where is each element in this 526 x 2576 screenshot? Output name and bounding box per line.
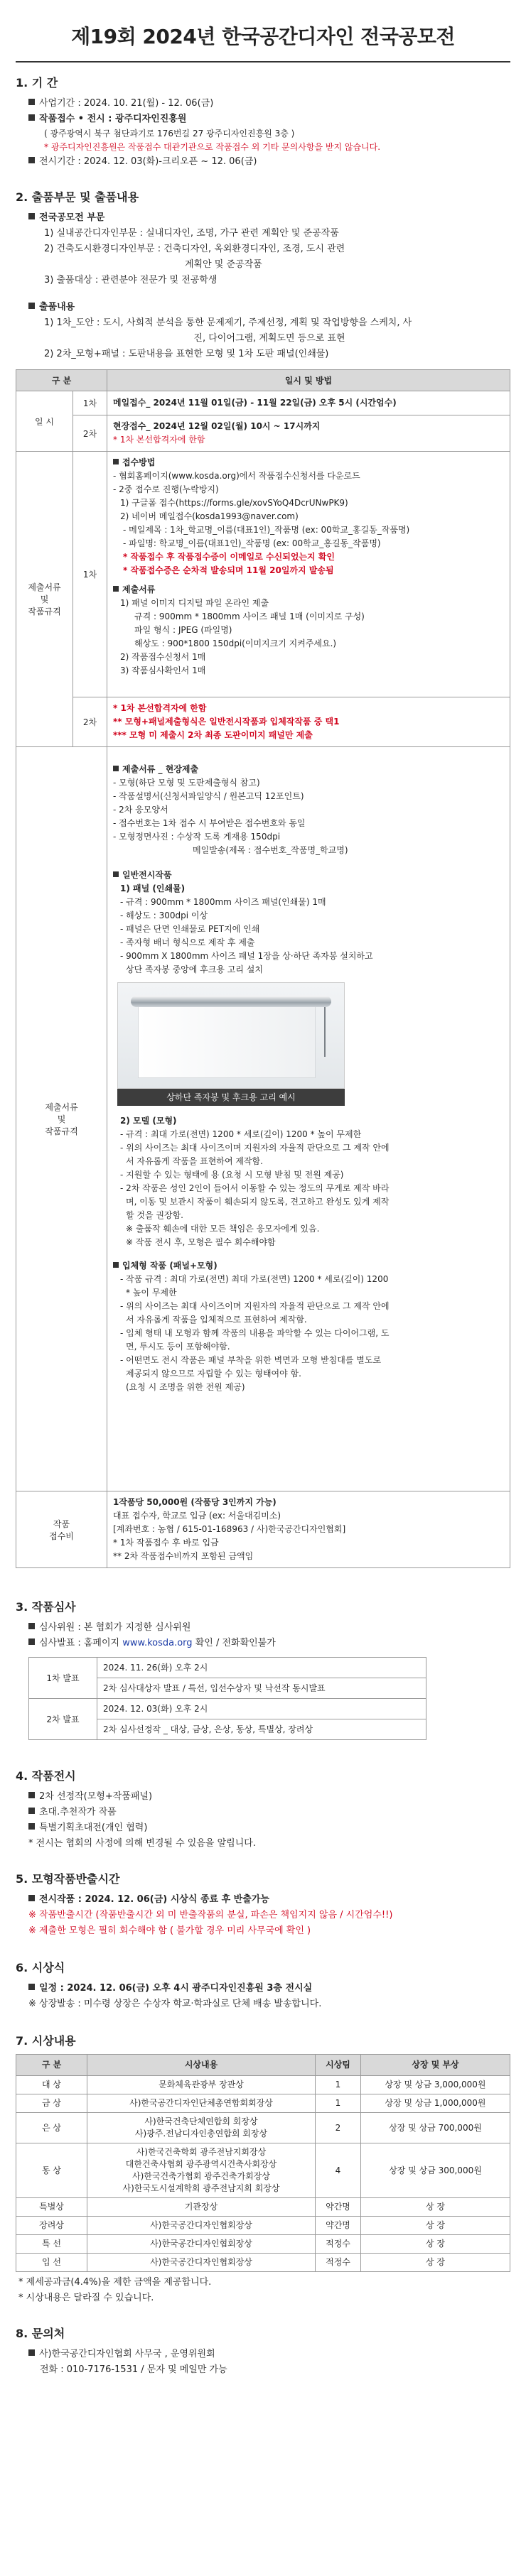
contact-line1 xyxy=(16,2347,510,2362)
award-category: 특별상 xyxy=(16,2198,87,2217)
section-ceremony-heading: 6. 시상식 xyxy=(16,1961,65,1974)
award-content: 사)한국공간디자인협회장상 xyxy=(87,2217,316,2235)
award-category: 장려상 xyxy=(16,2217,87,2235)
award-category: 대 상 xyxy=(16,2076,87,2094)
bullet-square-icon xyxy=(28,1984,35,1990)
period-address: ( 광주광역시 북구 첨단과기로 176번길 27 광주디자인진흥원 3층 ) xyxy=(44,129,295,138)
round2-note: ** 모형+패널제출형식은 일반전시작품과 입체작작품 중 택1 xyxy=(113,717,340,727)
award-teams: 적정수 xyxy=(316,2235,361,2254)
bullet-square-icon xyxy=(113,459,119,464)
homepage-link[interactable]: www.kosda.org xyxy=(122,1638,193,1648)
award-prize: 상장 및 상금 300,000원 xyxy=(361,2143,510,2198)
schedule-cat-docs-2 xyxy=(16,747,107,1491)
award-teams: 4 xyxy=(316,2143,361,2198)
round2-line: - 작품설명서(신청서파일양식 / 원본고딕 12포인트) xyxy=(113,791,304,801)
judging-line1-text: 심사위원 : 본 협회가 지정한 심사위원 xyxy=(39,1622,191,1633)
round1-details xyxy=(107,452,510,697)
awards-row xyxy=(16,2113,510,2143)
solid-line: * 높이 무제한 xyxy=(126,1288,177,1298)
announce-date-1: 2024. 11. 26(화) 오후 2시 xyxy=(97,1658,426,1678)
solid-line: - 위의 사이즈는 최대 사이즈이며 지원자의 자율적 판단으로 그 제작 안에 xyxy=(120,1301,390,1311)
award-teams: 1 xyxy=(316,2094,361,2113)
ceremony-line1 xyxy=(16,1981,510,1996)
pickup-line1 xyxy=(16,1892,510,1908)
schedule-cat-fee xyxy=(16,1491,107,1568)
exhibit-line3 xyxy=(16,1820,510,1836)
exhibit-line2 xyxy=(16,1805,510,1820)
fee-line: 1작품당 50,000원 (작품당 3인까지 가능) xyxy=(113,1497,277,1507)
model-line: ※ 작품 전시 후, 모형은 필수 회수해야함 xyxy=(126,1237,276,1247)
schedule-phase-1b: 1차 xyxy=(73,452,107,697)
round1-line: 해상도 : 900*1800 150dpi(이미지크기 지켜주세요.) xyxy=(134,638,337,648)
announce-desc-1: 2차 심사대상자 발표 / 특선, 입선수상자 및 낙선작 동시발표 xyxy=(97,1678,426,1699)
bullet-square-icon xyxy=(28,1808,35,1814)
solid-line: 면, 투시도 등이 포함해야함. xyxy=(126,1342,230,1352)
period-notice: * 광주디자인진흥원은 작품접수 대관기관으로 작품접수 외 기타 문의사항을 받지 않습니다. xyxy=(44,142,381,152)
solid-line: - 입체 형태 내 모형과 함께 작품의 내용을 파악할 수 있는 다이어그램, 도 xyxy=(120,1328,390,1338)
solid-line: - 작품 규격 : 최대 가로(전면) 최대 가로(전면) 1200 * 세로(깊이) 1200 xyxy=(120,1274,389,1284)
round1-line: 3) 작품심사확인서 1매 xyxy=(120,665,206,675)
pickup-warn1: ※ 작품반출시간 (작품반출시간 외 미 반출작품의 분실, 파손은 책임지지 않음 / 시간엄수!!) xyxy=(28,1910,393,1920)
announce-desc-2: 2차 심사선정작 _ 대상, 금상, 은상, 동상, 특별상, 장려상 xyxy=(97,1719,426,1740)
award-prize: 상 장 xyxy=(361,2235,510,2254)
award-teams: 1 xyxy=(316,2076,361,2094)
section-exhibit-heading: 4. 작품전시 xyxy=(16,1769,76,1783)
category-e2: 2) 2차_모형+패널 : 도판내용을 표현한 모형 및 1차 도판 패널(인쇄물) xyxy=(44,349,329,359)
award-teams: 약간명 xyxy=(316,2198,361,2217)
panel-line: - 해상도 : 300dpi 이상 xyxy=(120,911,208,920)
model-line: - 규격 : 최대 가로(전면) 1200 * 세로(깊이) 1200 * 높이 무제한 xyxy=(120,1129,362,1139)
bullet-square-icon xyxy=(28,213,35,219)
cat-docs-line2: 및 xyxy=(40,594,49,604)
award-teams: 2 xyxy=(316,2113,361,2143)
award-content: 사)한국건축단체연합회 회장상 사)광주.전남디자인총연합회 회장상 xyxy=(87,2113,316,2143)
banner-cord-icon xyxy=(324,1007,328,1057)
judging-line2-a: 심사발표 : 홈페이지 xyxy=(39,1638,123,1648)
bullet-square-icon xyxy=(28,99,35,105)
category-e1b: 진, 다이어그램, 계획도면 등으로 표현 xyxy=(193,333,345,344)
round2-notes xyxy=(107,697,510,747)
fee-line: ** 2차 작품접수비까지 포함된 금액임 xyxy=(113,1551,254,1561)
fee-details xyxy=(107,1491,510,1568)
section-awards-heading: 7. 시상내용 xyxy=(16,2034,76,2048)
award-category: 금 상 xyxy=(16,2094,87,2113)
announce-label-1: 1차 발표 xyxy=(29,1658,97,1699)
banner-example-caption: 상하단 족자봉 및 후크용 고리 예시 xyxy=(117,1089,345,1106)
contact-line1-text: 사)한국공간디자인협회 사무국 , 운영위원회 xyxy=(39,2349,215,2359)
round1-method-title: 접수방법 xyxy=(113,456,504,469)
banner-example xyxy=(117,982,345,1106)
ceremony-line2: ※ 상장발송 : 미수령 상장은 수상자 학교·학과실로 단체 배송 발송합니다. xyxy=(28,1999,322,2009)
exhibit-line2-text: 초대.추천작가 작품 xyxy=(39,1807,117,1817)
round1-warn: * 작품접수 후 작품접수증이 이메일로 수신되었는지 확인 xyxy=(123,552,335,562)
round2-line: - 모형(하단 모형 및 도판제출형식 참고) xyxy=(113,778,260,788)
model-line: - 2차 작품은 성인 2인이 들어서 이동할 수 있는 정도의 무게로 제작 바라 xyxy=(120,1183,390,1193)
announce-date-2: 2024. 12. 03(화) 오후 2시 xyxy=(97,1699,426,1719)
award-content: 문화체육관광부 장관상 xyxy=(87,2076,316,2094)
bullet-square-icon xyxy=(28,1623,35,1629)
award-prize: 상장 및 상금 3,000,000원 xyxy=(361,2076,510,2094)
schedule-header-method: 일시 및 방법 xyxy=(107,370,510,391)
exhibit-line1 xyxy=(16,1789,510,1805)
judging-line2-c: 확인 / 전화확인불가 xyxy=(192,1638,276,1648)
award-prize: 상 장 xyxy=(361,2198,510,2217)
award-teams: 약간명 xyxy=(316,2217,361,2235)
period-business xyxy=(16,96,510,112)
category-d1: 1) 실내공간디자인부문 : 실내디자인, 조명, 가구 관련 계획안 및 준공작품 xyxy=(44,228,339,239)
award-category: 은 상 xyxy=(16,2113,87,2143)
awards-row xyxy=(16,2235,510,2254)
fee-line: * 1차 작품접수 후 바로 입금 xyxy=(113,1538,219,1548)
cat-docs2-line2: 및 xyxy=(57,1114,66,1124)
period-exhibition-text: 전시기간 : 2024. 12. 03(화)-크리오픈 ~ 12. 06(금) xyxy=(39,156,257,167)
schedule-date-2-note: * 1차 본선합격자에 한함 xyxy=(113,435,205,445)
round2-line: - 2차 응모양서 xyxy=(113,805,168,815)
cat-docs-line3: 작품규격 xyxy=(28,607,61,616)
model-line: 서 자유롭게 작품을 표현하여 제작함. xyxy=(126,1156,263,1166)
schedule-cat-date: 일 시 xyxy=(16,391,73,452)
panel-line: - 규격 : 900mm * 1800mm 사이즈 패널(인쇄물) 1매 xyxy=(120,897,326,907)
round2-details xyxy=(107,747,510,1491)
awards-row xyxy=(16,2076,510,2094)
award-content: 기관장상 xyxy=(87,2198,316,2217)
round1-line: 1) 구글폼 접수(https://forms.gle/xovSYoQ4DcrUNwPK9) xyxy=(120,498,348,508)
ceremony-line1-text: 일정 : 2024. 12. 06(금) 오후 4시 광주디자인진흥원 3층 전시실 xyxy=(39,1983,313,1994)
section-contact-heading: 8. 문의처 xyxy=(16,2327,65,2340)
solid-line: - 어떤면도 전시 작품은 패널 부착을 위한 벽면과 모형 받침대를 별도로 xyxy=(120,1355,382,1365)
section-period-heading: 1. 기 간 xyxy=(16,76,58,89)
solid-line: (요청 시 조명을 위한 전원 제공) xyxy=(126,1382,245,1392)
bullet-square-icon xyxy=(113,586,119,592)
awards-table xyxy=(16,2054,510,2272)
round1-line: 규격 : 900mm * 1800mm 사이즈 패널 1매 (이미지로 구성) xyxy=(134,612,365,621)
period-submission xyxy=(16,112,510,127)
fee-line: [계좌번호 : 농협 / 615-01-168963 / 사)한국공간디자인협회] xyxy=(113,1524,346,1534)
solid-work-title: 입체형 작품 (패널+모형) xyxy=(113,1259,504,1273)
schedule-header-category: 구 분 xyxy=(16,370,107,391)
bullet-square-icon xyxy=(28,157,35,163)
section-category-heading: 2. 출품부문 및 출품내용 xyxy=(16,190,139,204)
section-judging-heading: 3. 작품심사 xyxy=(16,1600,76,1614)
round1-line: - 협회홈페이지(www.kosda.org)에서 작품접수신청서를 다운로드 xyxy=(113,471,360,481)
award-teams: 적정수 xyxy=(316,2254,361,2272)
awards-row xyxy=(16,2217,510,2235)
contact-line2: 전화 : 010-7176-1531 / 문자 및 메일만 가능 xyxy=(40,2364,227,2375)
round1-line: 파일 형식 : JPEG (파일명) xyxy=(134,625,232,635)
round2-note: *** 모형 미 제출시 2차 최종 도판이미지 패널만 제출 xyxy=(113,730,313,740)
panel-line: - 패널은 단면 인쇄물로 PET지에 인쇄 xyxy=(120,924,260,934)
award-prize: 상장 및 상금 1,000,000원 xyxy=(361,2094,510,2113)
round1-line: - 파일명: 학교명_이름(대표1인)_작품명 (ex: 00학교_홍길동_작품명) xyxy=(123,538,381,548)
exhibit-note: * 전시는 협회의 사정에 의해 변경될 수 있음을 알립니다. xyxy=(28,1838,256,1849)
cat-fee-line2: 접수비 xyxy=(49,1531,74,1541)
cat-fee-line1: 작품 xyxy=(53,1518,70,1529)
schedule-date-2 xyxy=(107,415,510,452)
round1-line: 2) 네이버 메일접수(kosda1993@naver.com) xyxy=(120,511,299,521)
bullet-square-icon xyxy=(28,303,35,309)
judging-line1 xyxy=(16,1620,510,1636)
panel-title: 1) 패널 (인쇄물) xyxy=(120,884,186,893)
round1-warn: * 작품접수증은 순차적 발송되며 11월 20일까지 발송됨 xyxy=(123,565,334,575)
cat-docs2-line1: 제출서류 xyxy=(45,1102,78,1112)
award-content: 사)한국공간디자인협회장상 xyxy=(87,2254,316,2272)
award-content: 사)한국공간디자인단체총연합회회장상 xyxy=(87,2094,316,2113)
round2-line: - 접수번호는 1차 접수 시 부여받은 접수번호와 동일 xyxy=(113,818,306,828)
exhibit-line1-text: 2차 선정작(모형+작품패널) xyxy=(39,1791,153,1802)
awards-note1: * 제세공과금(4.4%)을 제한 금액을 제공합니다. xyxy=(18,2277,212,2288)
category-sub2 xyxy=(16,300,510,315)
bullet-square-icon xyxy=(28,1792,35,1798)
category-sub1-text: 전국공모전 부문 xyxy=(39,212,105,223)
round1-line: - 메일제목 : 1차_학교명_이름(대표1인)_작품명 (ex: 00학교_홍길동_작품명) xyxy=(123,525,410,535)
schedule-date-1: 메일접수_ 2024년 11월 01일(금) - 11월 22일(금) 오후 5시 (시간엄수) xyxy=(107,391,510,415)
award-prize: 상 장 xyxy=(361,2217,510,2235)
judging-line2 xyxy=(16,1636,510,1651)
round1-line: - 2중 접수로 진행(누락방지) xyxy=(113,484,219,494)
round1-line: 1) 패널 이미지 디지털 파일 온라인 제출 xyxy=(120,598,269,608)
title-divider xyxy=(16,61,510,63)
pickup-line1-text: 전시작품 : 2024. 12. 06(금) 시상식 종료 후 반출가능 xyxy=(39,1894,269,1905)
schedule-date-2-text: 현장접수_ 2024년 12월 02일(월) 10시 ~ 17시까지 xyxy=(113,421,321,431)
round1-line: 2) 작품접수신청서 1매 xyxy=(120,652,206,662)
model-title: 2) 모델 (모형) xyxy=(120,1116,177,1126)
awards-row xyxy=(16,2094,510,2113)
fee-line: 대표 접수자, 학교로 입금 (ex: 서울대김미소) xyxy=(113,1511,281,1521)
cat-docs2-line3: 작품규격 xyxy=(45,1126,78,1136)
announce-label-2: 2차 발표 xyxy=(29,1699,97,1740)
model-line: 며, 이동 및 보관시 작품이 훼손되지 않도록, 견고하고 완성도 있게 제작 xyxy=(126,1197,390,1207)
round2-docs-title: 제출서류 _ 현장제출 xyxy=(113,763,504,776)
category-d2b: 계획안 및 준공작품 xyxy=(185,259,262,270)
category-d2: 2) 건축도시환경디자인부문 : 건축디자인, 옥외환경디자인, 조경, 도시 관련 xyxy=(44,244,345,254)
awards-header-teams: 시상팀 xyxy=(316,2055,361,2076)
awards-header-category: 구 분 xyxy=(16,2055,87,2076)
bullet-square-icon xyxy=(28,1895,35,1901)
pickup-warn2: ※ 제출한 모형은 필히 회수해야 함 ( 불가할 경우 미리 사무국에 확인 ) xyxy=(28,1925,311,1936)
schedule-table xyxy=(16,369,510,1568)
bullet-square-icon xyxy=(28,114,35,121)
award-content: 사)한국공간디자인협회장상 xyxy=(87,2235,316,2254)
page-title: 제19회 2024년 한국공간디자인 전국공모전 xyxy=(71,25,455,48)
bullet-square-icon xyxy=(28,2349,35,2356)
category-d3: 3) 출품대상 : 관련분야 전문가 및 전공학생 xyxy=(44,275,218,286)
general-exhibit-title: 일반전시작품 xyxy=(113,869,504,882)
awards-row xyxy=(16,2143,510,2198)
bullet-square-icon xyxy=(28,1823,35,1830)
schedule-cat-docs-1 xyxy=(16,452,73,747)
round2-line: - 모형정면사진 : 수상작 도록 게재용 150dpi xyxy=(113,832,281,842)
solid-line: 제공되지 않으므로 자립할 수 있는 형태여야 함. xyxy=(126,1369,301,1379)
model-line: - 위의 사이즈는 최대 사이즈이며 지원자의 자율적 판단으로 그 제작 안에 xyxy=(120,1143,390,1153)
period-business-text: 사업기간 : 2024. 10. 21(월) - 12. 06(금) xyxy=(39,98,214,109)
banner-example-image xyxy=(117,982,345,1089)
solid-line: 서 자유롭게 작품을 입체적으로 표현하여 제작함. xyxy=(126,1315,307,1325)
period-submission-text: 작품접수 • 전시 : 광주디자인진흥원 xyxy=(39,114,187,124)
round2-line: 메일발송(제목 : 접수번호_작품명_학교명) xyxy=(193,845,348,855)
awards-header-content: 시상내용 xyxy=(87,2055,316,2076)
panel-line: - 족자형 배너 형식으로 제작 후 제출 xyxy=(120,938,255,947)
category-sub2-text: 출품내용 xyxy=(39,302,75,313)
award-prize: 상장 및 상금 700,000원 xyxy=(361,2113,510,2143)
award-prize: 상 장 xyxy=(361,2254,510,2272)
model-line: - 지원할 수 있는 형태에 용 (요청 시 모형 받침 및 전원 제공) xyxy=(120,1170,344,1180)
banner-rod-icon xyxy=(131,996,331,1007)
period-exhibition xyxy=(16,154,510,170)
schedule-phase-1: 1차 xyxy=(73,391,107,415)
bullet-square-icon xyxy=(113,766,119,771)
category-e1: 1) 1차_도안 : 도시, 사회적 분석을 통한 문제제기, 주제선정, 계획 및 작업방향을 스케치, 사 xyxy=(44,317,412,328)
awards-note2: * 시상내용은 달라질 수 있습니다. xyxy=(18,2293,154,2303)
award-category: 동 상 xyxy=(16,2143,87,2198)
model-line: 할 것을 권장함. xyxy=(126,1210,183,1220)
model-line: ※ 출품작 훼손에 대한 모든 책임은 응모자에게 있음. xyxy=(126,1224,320,1234)
awards-row xyxy=(16,2198,510,2217)
awards-header-prize: 상장 및 부상 xyxy=(361,2055,510,2076)
panel-line: 상단 족자봉 중앙에 후크용 고리 설치 xyxy=(126,964,263,974)
panel-line: - 900mm X 1800mm 사이즈 패널 1장을 상·하단 족자봉 설치하고 xyxy=(120,951,373,961)
schedule-phase-2b: 2차 xyxy=(73,697,107,747)
bullet-square-icon xyxy=(113,871,119,877)
award-content: 사)한국건축학회 광주전남지회장상 대한건축사협회 광주광역시건축사회장상 사)한국건축가협회 광주건축가회장상 사)한국도시설계학회 광주전남지회 회장상 xyxy=(87,2143,316,2198)
schedule-phase-2: 2차 xyxy=(73,415,107,452)
banner-sheet xyxy=(138,1004,316,1078)
awards-row xyxy=(16,2254,510,2272)
award-category: 특 선 xyxy=(16,2235,87,2254)
exhibit-line3-text: 특별기획초대전(개인 협력) xyxy=(39,1822,148,1833)
award-category: 입 선 xyxy=(16,2254,87,2272)
section-pickup-heading: 5. 모형작품반출시간 xyxy=(16,1872,120,1886)
cat-docs-line1: 제출서류 xyxy=(28,582,61,592)
announce-table xyxy=(28,1657,426,1740)
category-sub1 xyxy=(16,210,510,226)
bullet-square-icon xyxy=(113,1262,119,1268)
round1-docs-title: 제출서류 xyxy=(113,583,504,597)
bullet-square-icon xyxy=(28,1638,35,1645)
round2-note: * 1차 본선합격자에 한함 xyxy=(113,703,207,713)
